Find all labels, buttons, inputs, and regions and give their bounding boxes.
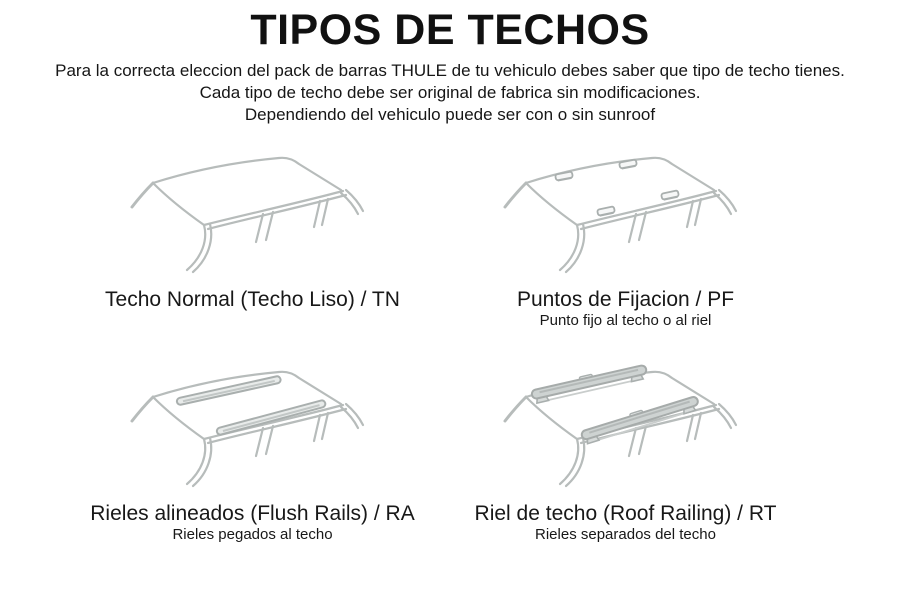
- page-title: TIPOS DE TECHOS: [250, 6, 650, 54]
- roof-type-label: Techo Normal (Techo Liso) / TN: [105, 288, 400, 312]
- intro-line-3: Dependiendo del vehiculo puede ser con o sin sunroof: [244, 105, 656, 125]
- roof-types-infographic: [0, 6, 900, 606]
- roof-type-card-ra: [66, 350, 439, 544]
- roof-type-card-pf: [439, 136, 812, 330]
- roof-types-grid: [66, 136, 812, 544]
- intro-paragraph: [0, 60, 900, 126]
- flush-rails-roof-drawing: [113, 350, 393, 500]
- intro-line-2: Cada tipo de techo debe ser original de fabrica sin modificaciones.: [199, 83, 701, 103]
- roof-type-label: Puntos de Fijacion / PF: [516, 288, 735, 312]
- roof-type-card-rt: [439, 350, 812, 544]
- roof-type-sublabel: Rieles separados del techo: [535, 526, 716, 544]
- plain-roof-drawing: [113, 136, 393, 286]
- raised-rails-roof-drawing: [486, 350, 766, 500]
- roof-type-label: Rieles alineados (Flush Rails) / RA: [90, 502, 415, 526]
- roof-type-label: Riel de techo (Roof Railing) / RT: [474, 502, 777, 526]
- fixpoint-roof-drawing: [486, 136, 766, 286]
- roof-type-sublabel: Punto fijo al techo o al riel: [539, 312, 712, 330]
- intro-line-1: Para la correcta eleccion del pack de barras THULE de tu vehiculo debes saber que tipo de techo tienes.: [55, 61, 845, 81]
- roof-type-sublabel: Rieles pegados al techo: [172, 526, 333, 544]
- roof-type-card-tn: [66, 136, 439, 330]
